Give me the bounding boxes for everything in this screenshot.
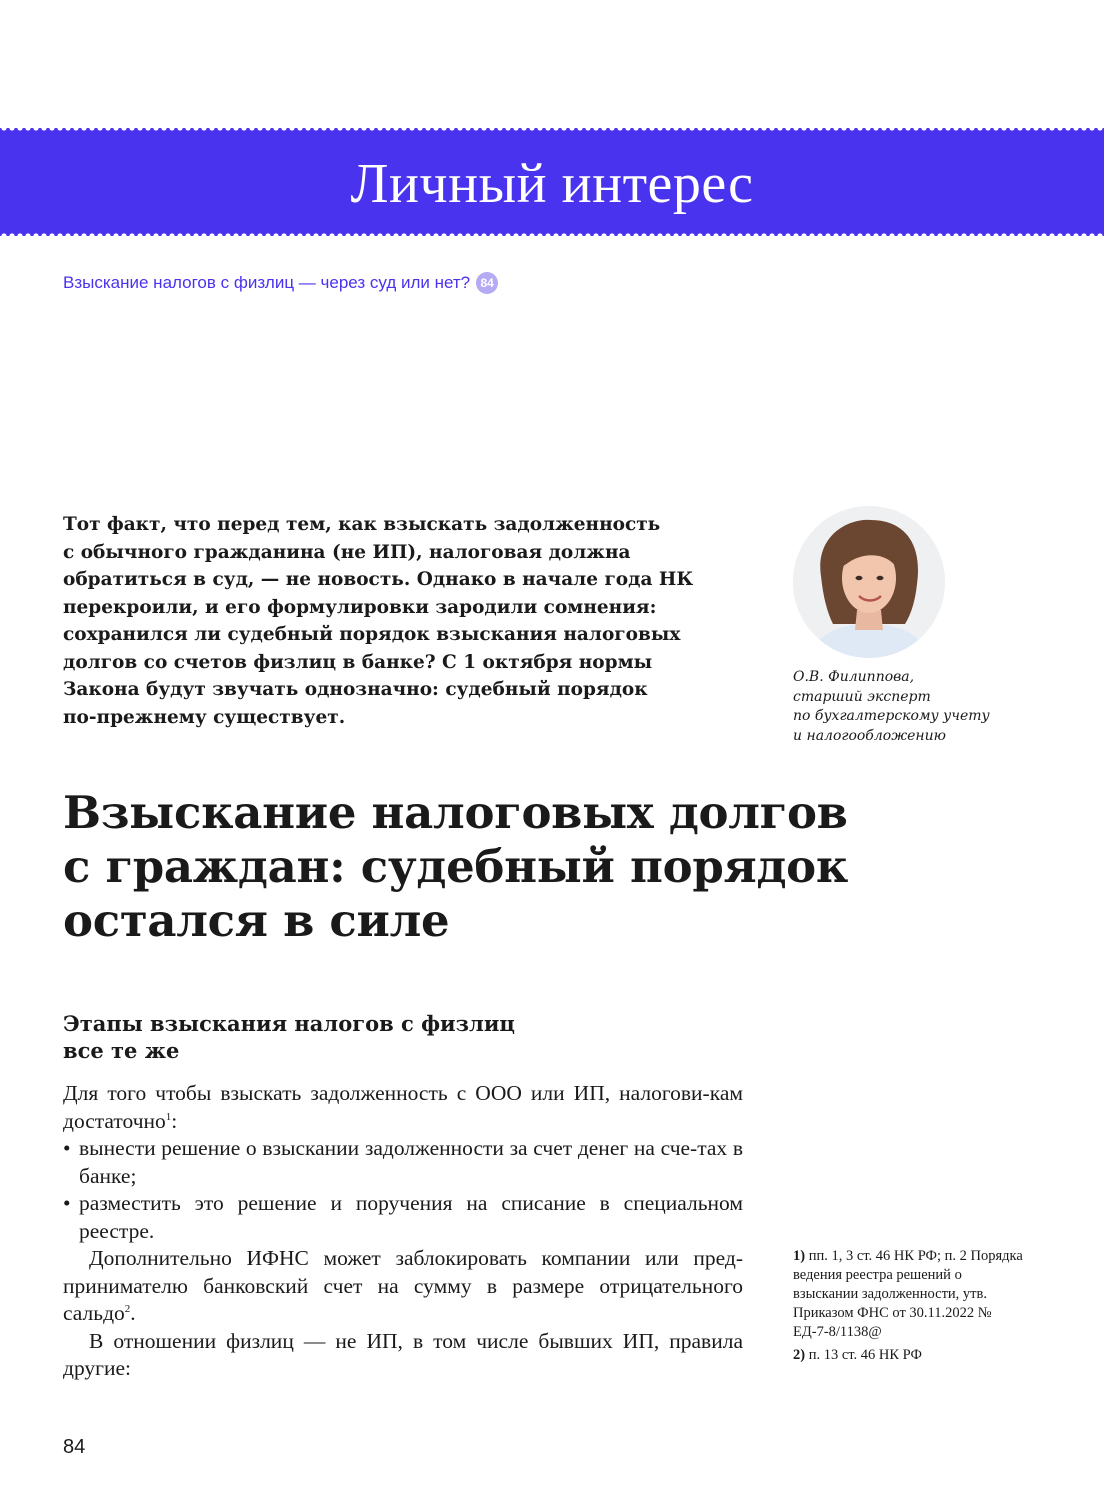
footnote — [793, 1247, 1023, 1342]
author-role-line: и налогообложению — [793, 727, 946, 744]
lead-line: перекроили, и его формулировки зародили сомнения: — [63, 596, 657, 618]
body-text: Для того чтобы взыскать задолженность с ООО или ИП, налогови-кам достаточно — [63, 1081, 743, 1133]
lead-line: Тот факт, что перед тем, как взыскать задолженность — [63, 514, 661, 535]
lead-paragraph — [63, 511, 743, 731]
author-name: О.В. Филиппова, — [793, 669, 915, 685]
footnote-mark: 1) — [793, 1248, 806, 1264]
headline-line: остался в силе — [63, 894, 450, 947]
author-role-line: старший эксперт — [793, 688, 931, 705]
section-banner — [0, 128, 1104, 236]
section-title: Личный интерес — [350, 153, 754, 215]
article-headline — [63, 786, 963, 948]
footnote — [793, 1346, 1023, 1365]
body-paragraph: В отношении физлиц — не ИП, в том числе бывших ИП, правила другие: — [63, 1328, 743, 1380]
lead-line: с обычного гражданина (не ИП), налоговая должна — [63, 541, 631, 563]
article-body — [63, 1080, 743, 1383]
author-portrait-icon — [793, 506, 945, 658]
page-reference-badge: 84 — [476, 272, 498, 294]
banner-top-edge — [0, 128, 1104, 134]
body-text: . — [130, 1301, 136, 1325]
lead-line: Закона будут звучать однозначно: судебный порядок — [63, 679, 648, 700]
footnotes — [793, 1247, 1023, 1369]
headline-line: Взыскание налоговых долгов — [63, 786, 848, 839]
lead-line: по-прежнему существует. — [63, 706, 346, 728]
body-paragraph — [63, 1245, 743, 1328]
lead-line: обратиться в суд, — не новость. Однако в начале года НК — [63, 569, 694, 590]
requirements-list — [63, 1135, 743, 1245]
footnote-ref[interactable]: 1 — [165, 1110, 172, 1123]
footnote-ref[interactable]: 2 — [124, 1303, 131, 1315]
author-photo — [793, 506, 945, 658]
subheading-line: Этапы взыскания налогов с физлиц — [63, 1011, 515, 1036]
footnote-text: пп. 1, 3 ст. 46 НК РФ; п. 2 Порядка ведения реестра решений о взыскании задолженности, утв. Приказом ФНС от 30.11.2022 № ЕД-7-8/1138@ — [793, 1248, 1023, 1340]
section-subheading — [63, 1010, 763, 1064]
author-caption — [793, 668, 1033, 746]
banner-bottom-edge — [0, 230, 1104, 236]
list-item: • вынести решение о взыскании задолженности за счет денег на сче-тах в банке; — [63, 1135, 743, 1190]
body-text: Дополнительно ИФНС может заблокировать компании или пред-принимателю банковский счет на сумму в размере отрицательного сальдо — [63, 1246, 743, 1325]
page-number: 84 — [63, 1436, 86, 1458]
lead-line: долгов со счетов физлиц в банке? С 1 октября нормы — [63, 651, 653, 673]
lead-line: сохранился ли судебный порядок взыскания налоговых — [63, 624, 681, 645]
related-article-title: Взыскание налогов с физлиц — через суд или нет? — [63, 273, 471, 292]
related-article-link[interactable] — [63, 272, 498, 294]
footnote-text: п. 13 ст. 46 НК РФ — [808, 1347, 922, 1363]
subheading-line: все те же — [63, 1038, 180, 1063]
footnote-mark: 2) — [793, 1347, 806, 1363]
author-role-line: по бухгалтерскому учету — [793, 708, 990, 724]
body-paragraph — [63, 1080, 743, 1135]
body-text: : — [171, 1108, 178, 1133]
headline-line: с граждан: судебный порядок — [63, 840, 849, 893]
list-item: • разместить это решение и поручения на списание в специальном реестре. — [63, 1190, 743, 1245]
